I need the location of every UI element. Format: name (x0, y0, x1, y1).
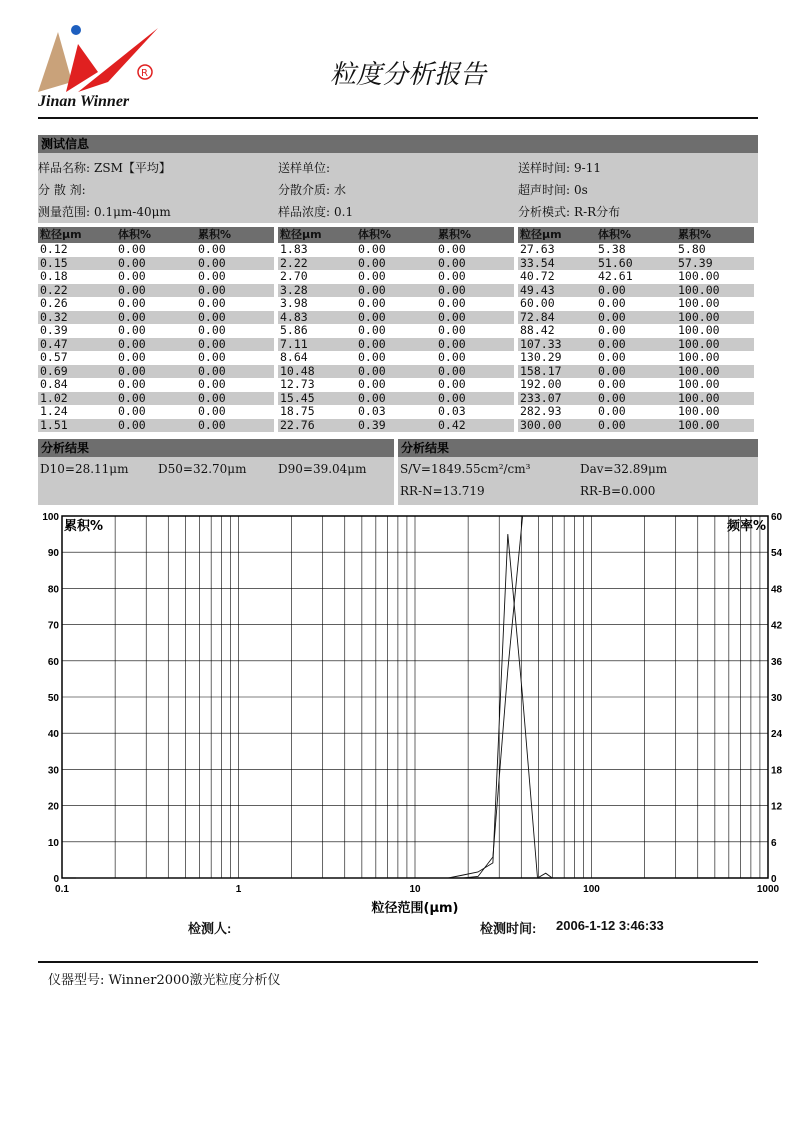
y-left-tick-label: 80 (47, 584, 59, 596)
table-cell: 0.00 (118, 269, 146, 283)
y-left-tick-label: 60 (47, 656, 59, 668)
field-label: 样品浓度: (278, 205, 331, 219)
y-right-tick-label: 0 (771, 874, 777, 885)
sv-value: S/V=1849.55cm²/cm³ (400, 462, 531, 476)
table-cell: 0.00 (358, 323, 386, 337)
table-cell: 1.02 (40, 390, 68, 405)
table-row (278, 378, 514, 392)
table-cell: 5.80 (678, 242, 706, 256)
table-cell: 33.54 (520, 255, 555, 270)
field-label: 送样时间: (518, 161, 571, 175)
table-cell: 0.18 (40, 269, 68, 283)
table-cell: 2.22 (280, 255, 308, 270)
rrb-value: RR-B=0.000 (580, 484, 656, 498)
table-row (278, 243, 514, 257)
report-title: 粒度分析报告 (330, 60, 487, 90)
table-cell: 0.39 (358, 417, 386, 432)
table-row (518, 419, 754, 433)
test-info-field (518, 181, 588, 198)
table-cell: 0.00 (118, 336, 146, 351)
table-cell: 0.00 (598, 350, 626, 364)
y-right-tick-label: 42 (771, 620, 783, 632)
table-row (518, 311, 754, 325)
table-row (278, 405, 514, 419)
table-row (278, 297, 514, 311)
table-row (38, 257, 274, 271)
table-cell: 0.00 (438, 282, 466, 297)
table-cell: 15.45 (280, 390, 315, 405)
table-cell: 88.42 (520, 323, 555, 337)
table-block (38, 227, 274, 432)
table-cell: 22.76 (280, 417, 315, 432)
table-cell: 0.00 (118, 350, 146, 364)
table-cell: 130.29 (520, 350, 562, 364)
table-cell: 0.00 (198, 323, 226, 337)
table-cell: 3.28 (280, 282, 308, 297)
table-row (518, 338, 754, 352)
x-tick-label: 100 (583, 884, 600, 895)
table-cell: 100.00 (678, 296, 720, 310)
table-cell: 0.00 (438, 336, 466, 351)
table-cell: 0.00 (198, 404, 226, 418)
table-cell: 0.00 (438, 377, 466, 391)
table-block (278, 227, 514, 432)
table-cell: 0.15 (40, 255, 68, 270)
rrn-value: RR-N=13.719 (400, 484, 485, 498)
table-row (38, 351, 274, 365)
table-cell: 0.03 (358, 404, 386, 418)
table-cell: 0.00 (118, 255, 146, 270)
y-right-tick-label: 6 (771, 837, 777, 849)
y-right-tick-label: 24 (771, 729, 783, 741)
table-row (518, 284, 754, 298)
y-right-tick-label: 12 (771, 801, 783, 813)
d90-value: D90=39.04μm (278, 462, 367, 476)
y-left-tick-label: 0 (53, 874, 59, 885)
table-cell: 0.00 (198, 296, 226, 310)
y-left-axis-label: 累积% (64, 519, 104, 534)
table-cell: 0.00 (358, 390, 386, 405)
table-cell: 1.51 (40, 417, 68, 432)
table-cell: 100.00 (678, 404, 720, 418)
y-right-tick-label: 54 (771, 548, 783, 560)
y-right-axis-label: 频率% (726, 519, 766, 534)
test-info-field (278, 203, 353, 220)
x-tick-label: 1000 (756, 884, 780, 895)
table-cell: 0.00 (118, 404, 146, 418)
table-cell: 0.69 (40, 363, 68, 378)
table-cell: 100.00 (678, 323, 720, 337)
column-header: 粒径μm (40, 228, 82, 241)
table-cell: 0.00 (118, 417, 146, 432)
table-cell: 2.70 (280, 269, 308, 283)
table-cell: 0.00 (438, 363, 466, 378)
column-header: 体积% (598, 228, 632, 241)
table-cell: 0.00 (198, 242, 226, 256)
field-label: 样品名称: (38, 161, 91, 175)
table-cell: 0.00 (438, 296, 466, 310)
table-row (278, 257, 514, 271)
table-row (38, 297, 274, 311)
table-row (518, 324, 754, 338)
table-row (38, 284, 274, 298)
y-left-tick-label: 50 (47, 693, 59, 704)
table-block (518, 227, 754, 432)
table-row (518, 270, 754, 284)
table-cell: 0.00 (438, 323, 466, 337)
table-row (278, 324, 514, 338)
field-label: 分析模式: (518, 205, 571, 219)
table-cell: 0.00 (358, 255, 386, 270)
y-right-tick-label: 48 (771, 584, 783, 596)
table-cell: 100.00 (678, 363, 720, 378)
table-cell: 100.00 (678, 269, 720, 283)
tester-label: 检测人: (188, 921, 232, 936)
table-header (278, 227, 514, 243)
x-tick-label: 1 (235, 884, 242, 895)
brand-name: Jinan Winner (38, 93, 130, 110)
column-header: 累积% (198, 228, 232, 241)
table-cell: 0.00 (118, 323, 146, 337)
test-info-field (38, 181, 90, 198)
table-cell: 1.83 (280, 242, 308, 256)
table-row (38, 419, 274, 433)
table-row (38, 270, 274, 284)
table-cell: 0.42 (438, 417, 466, 432)
table-cell: 0.32 (40, 309, 68, 324)
y-left-tick-label: 90 (47, 548, 59, 560)
table-row (278, 365, 514, 379)
table-cell: 0.00 (198, 336, 226, 351)
table-cell: 100.00 (678, 282, 720, 297)
table-cell: 0.00 (358, 309, 386, 324)
table-row (518, 365, 754, 379)
column-header: 粒径μm (520, 228, 562, 241)
field-value: 水 (334, 183, 347, 197)
table-cell: 0.00 (598, 309, 626, 324)
table-row (278, 311, 514, 325)
d10-value: D10=28.11μm (40, 462, 129, 476)
table-row (278, 351, 514, 365)
table-cell: 18.75 (280, 404, 315, 418)
table-cell: 192.00 (520, 377, 562, 391)
table-cell: 0.00 (598, 282, 626, 297)
table-cell: 0.12 (40, 242, 68, 256)
table-cell: 5.86 (280, 323, 308, 337)
footer-divider (38, 961, 758, 963)
x-tick-label: 10 (409, 884, 421, 895)
y-left-tick-label: 10 (47, 837, 59, 849)
table-row (278, 338, 514, 352)
table-cell: 100.00 (678, 377, 720, 391)
y-left-tick-label: 70 (47, 620, 59, 632)
field-label: 分散介质: (278, 183, 331, 197)
table-row (38, 311, 274, 325)
table-row (38, 324, 274, 338)
table-cell: 100.00 (678, 390, 720, 405)
table-cell: 0.00 (438, 390, 466, 405)
field-value: 9-11 (574, 161, 602, 175)
table-cell: 0.00 (598, 323, 626, 337)
table-cell: 0.00 (598, 377, 626, 391)
test-info-field (278, 159, 334, 176)
column-header: 累积% (678, 228, 712, 241)
table-cell: 100.00 (678, 336, 720, 351)
table-cell: 0.00 (198, 282, 226, 297)
x-tick-label: 0.1 (55, 884, 69, 895)
table-cell: 0.00 (358, 336, 386, 351)
field-label: 送样单位: (278, 161, 331, 175)
table-cell: 0.00 (118, 390, 146, 405)
test-info-header: 测试信息 (38, 135, 758, 153)
table-cell: 0.00 (118, 309, 146, 324)
y-left-tick-label: 30 (47, 765, 59, 777)
table-row (38, 405, 274, 419)
column-header: 累积% (438, 228, 472, 241)
table-cell: 8.64 (280, 350, 308, 364)
table-cell: 0.00 (358, 269, 386, 283)
table-cell: 0.03 (438, 404, 466, 418)
table-cell: 0.00 (598, 390, 626, 405)
table-row (518, 405, 754, 419)
table-cell: 100.00 (678, 350, 720, 364)
field-label: 超声时间: (518, 183, 571, 197)
column-header: 粒径μm (280, 228, 322, 241)
results-left-header: 分析结果 (38, 439, 394, 457)
header-divider (38, 117, 758, 119)
table-cell: 0.00 (198, 417, 226, 432)
table-cell: 10.48 (280, 363, 315, 378)
table-cell: 233.07 (520, 390, 562, 405)
table-cell: 0.00 (598, 296, 626, 310)
column-header: 体积% (358, 228, 392, 241)
table-cell: 0.00 (438, 242, 466, 256)
registered-mark: R (141, 68, 148, 79)
field-value: ZSM【平均】 (94, 161, 171, 175)
table-cell: 158.17 (520, 363, 562, 378)
test-time-value: 2006-1-12 3:46:33 (556, 918, 664, 933)
table-row (38, 338, 274, 352)
table-row (518, 297, 754, 311)
table-cell: 0.00 (198, 269, 226, 283)
table-row (518, 351, 754, 365)
test-info-field (518, 159, 601, 176)
table-cell: 0.26 (40, 296, 68, 310)
field-value: R-R分布 (574, 205, 621, 219)
table-cell: 0.84 (40, 377, 68, 391)
table-cell: 0.39 (40, 323, 68, 337)
instrument-model: 仪器型号: Winner2000激光粒度分析仪 (48, 973, 281, 988)
table-cell: 0.00 (198, 309, 226, 324)
table-cell: 0.00 (598, 404, 626, 418)
test-time-label: 检测时间: (480, 921, 537, 936)
table-cell: 0.00 (358, 296, 386, 310)
table-header (38, 227, 274, 243)
table-row (278, 392, 514, 406)
table-row (38, 243, 274, 257)
table-cell: 282.93 (520, 404, 562, 418)
table-cell: 49.43 (520, 282, 555, 297)
table-cell: 0.00 (118, 377, 146, 391)
table-cell: 27.63 (520, 242, 555, 256)
table-cell: 0.00 (358, 242, 386, 256)
test-info-field (38, 159, 171, 176)
table-row (38, 392, 274, 406)
table-cell: 0.00 (358, 363, 386, 378)
field-label: 测量范围: (38, 205, 91, 219)
table-cell: 57.39 (678, 255, 713, 270)
table-header (518, 227, 754, 243)
particle-distribution-chart (30, 508, 783, 928)
table-cell: 0.00 (358, 350, 386, 364)
field-value: 0s (574, 183, 588, 197)
table-cell: 0.00 (358, 282, 386, 297)
table-cell: 7.11 (280, 336, 308, 351)
y-right-tick-label: 36 (771, 656, 783, 668)
table-cell: 0.00 (198, 390, 226, 405)
table-cell: 0.00 (118, 282, 146, 297)
table-cell: 107.33 (520, 336, 562, 351)
table-cell: 0.00 (438, 309, 466, 324)
field-label: 分 散 剂: (38, 183, 86, 197)
y-right-tick-label: 30 (771, 693, 783, 704)
table-cell: 0.00 (118, 296, 146, 310)
table-row (278, 419, 514, 433)
table-cell: 0.00 (198, 363, 226, 378)
test-info-field (38, 203, 171, 220)
table-cell: 0.00 (198, 377, 226, 391)
table-cell: 60.00 (520, 296, 555, 310)
table-cell: 4.83 (280, 309, 308, 324)
table-row (518, 392, 754, 406)
table-cell: 5.38 (598, 242, 626, 256)
d50-value: D50=32.70μm (158, 462, 247, 476)
table-cell: 0.57 (40, 350, 68, 364)
table-cell: 0.00 (198, 255, 226, 270)
table-row (38, 365, 274, 379)
table-cell: 0.00 (438, 255, 466, 270)
table-row (518, 378, 754, 392)
table-cell: 0.00 (118, 242, 146, 256)
table-row (278, 270, 514, 284)
table-cell: 12.73 (280, 377, 315, 391)
table-cell: 0.22 (40, 282, 68, 297)
table-cell: 0.00 (598, 363, 626, 378)
x-axis-label: 粒径范围(μm) (371, 901, 459, 916)
table-cell: 0.00 (438, 269, 466, 283)
table-cell: 40.72 (520, 269, 555, 283)
y-right-tick-label: 60 (771, 512, 783, 523)
table-cell: 0.47 (40, 336, 68, 351)
field-value: 0.1μm-40μm (94, 205, 171, 219)
table-row (38, 378, 274, 392)
field-value: 0.1 (334, 205, 354, 219)
table-cell: 0.00 (598, 417, 626, 432)
table-cell: 51.60 (598, 255, 633, 270)
table-cell: 0.00 (598, 336, 626, 351)
table-cell: 0.00 (438, 350, 466, 364)
table-row (518, 243, 754, 257)
y-left-tick-label: 20 (47, 801, 59, 813)
table-cell: 42.61 (598, 269, 633, 283)
table-cell: 0.00 (198, 350, 226, 364)
dav-value: Dav=32.89μm (580, 462, 668, 476)
test-info-field (518, 203, 620, 220)
table-cell: 100.00 (678, 417, 720, 432)
table-cell: 1.24 (40, 404, 68, 418)
table-cell: 300.00 (520, 417, 562, 432)
y-right-tick-label: 18 (771, 765, 783, 777)
results-right-header: 分析结果 (398, 439, 758, 457)
table-row (518, 257, 754, 271)
table-cell: 0.00 (358, 377, 386, 391)
table-cell: 72.84 (520, 309, 555, 324)
y-left-tick-label: 40 (47, 729, 59, 741)
test-info-field (278, 181, 346, 198)
table-cell: 3.98 (280, 296, 308, 310)
table-cell: 100.00 (678, 309, 720, 324)
y-left-tick-label: 100 (42, 512, 59, 523)
column-header: 体积% (118, 228, 152, 241)
table-cell: 0.00 (118, 363, 146, 378)
table-row (278, 284, 514, 298)
